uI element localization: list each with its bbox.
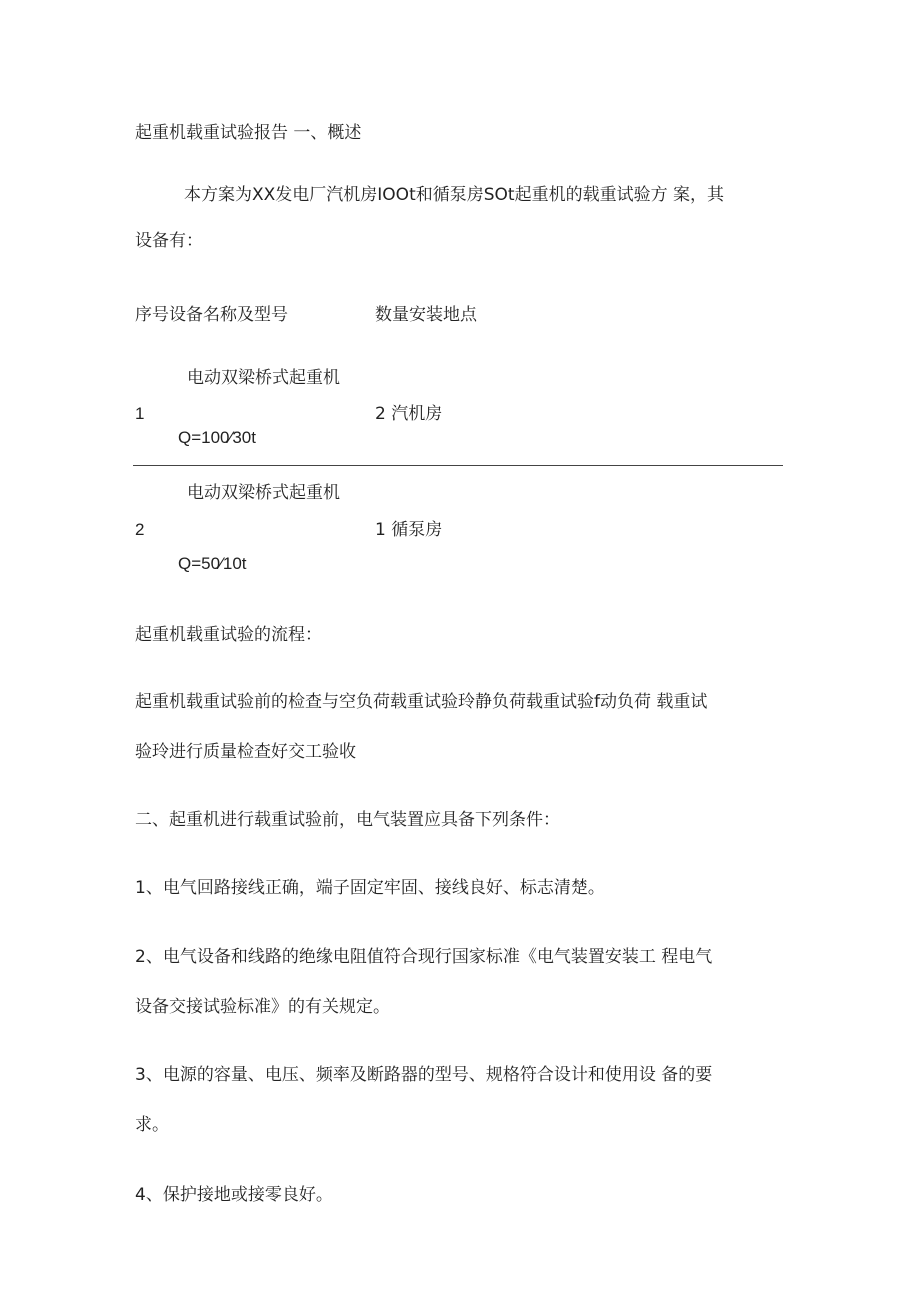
- condition-item-4: 4、保护接地或接零良好。: [135, 1185, 333, 1205]
- equipment-name: 电动双梁桥式起重机: [187, 483, 340, 503]
- condition-item-3-line-1: 3、电源的容量、电压、频率及断路器的型号、规格符合设计和使用设 备的要: [135, 1065, 713, 1085]
- process-line-2: 验玲进行质量检查好交工验收: [135, 742, 356, 762]
- process-heading: 起重机载重试验的流程：: [135, 625, 322, 645]
- row-index: 2: [135, 520, 145, 539]
- document-title: 起重机载重试验报告 一、概述: [135, 123, 362, 143]
- condition-item-2-line-2: 设备交接试验标准》的有关规定。: [135, 997, 390, 1017]
- condition-item-2-line-1: 2、电气设备和线路的绝缘电阻值符合现行国家标准《电气装置安装工 程电气: [135, 947, 713, 967]
- equipment-spec: Q=100⁄30t: [178, 428, 256, 447]
- table-header-qty-location: 数量安装地点: [375, 305, 477, 325]
- row-index: 1: [135, 404, 145, 423]
- condition-item-3-line-2: 求。: [135, 1115, 169, 1135]
- table-divider: [133, 465, 783, 466]
- equipment-spec: Q=50⁄10t: [178, 554, 247, 573]
- equipment-name: 电动双梁桥式起重机: [187, 368, 340, 388]
- row-qty-location: 1 循泵房: [375, 520, 443, 540]
- intro-line-1: 本方案为XX发电厂汽机房IOOt和循泵房SOt起重机的载重试验方 案，其: [184, 185, 724, 205]
- table-header-index-name: 序号设备名称及型号: [135, 305, 288, 325]
- row-qty-location: 2 汽机房: [375, 404, 443, 424]
- process-line-1: 起重机载重试验前的检查与空负荷载重试验玲静负荷载重试验f动负荷 载重试: [135, 692, 708, 712]
- condition-item-1: 1、电气回路接线正确，端子固定牢固、接线良好、标志清楚。: [135, 878, 605, 898]
- intro-line-2: 设备有：: [135, 231, 203, 251]
- section-2-heading: 二、起重机进行载重试验前，电气装置应具备下列条件：: [135, 810, 560, 830]
